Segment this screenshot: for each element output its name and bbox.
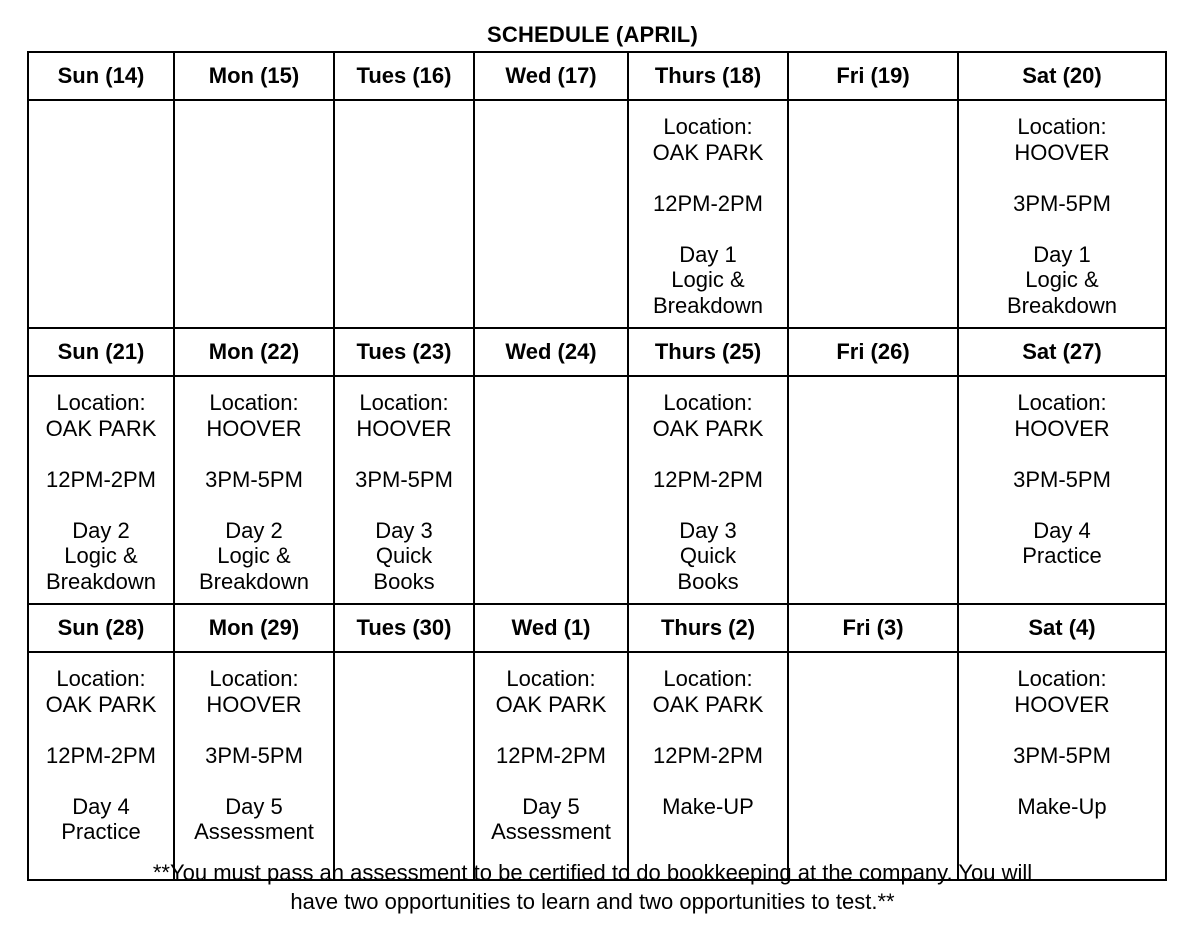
session-title-line: Quick — [679, 543, 737, 568]
day-header: Sun (21) — [28, 328, 174, 376]
location-name: OAK PARK — [652, 139, 764, 165]
location-label: Location: — [1017, 390, 1107, 415]
day-cell — [28, 100, 174, 328]
week-header-row — [28, 52, 1166, 100]
session-details — [29, 377, 173, 594]
location-name: HOOVER — [1014, 691, 1110, 717]
day-header: Mon (15) — [174, 52, 334, 100]
session-title-line: Assessment — [194, 819, 314, 844]
session-details — [959, 377, 1165, 569]
day-header: Sun (14) — [28, 52, 174, 100]
session-title-line: Books — [373, 568, 435, 594]
day-header: Mon (29) — [174, 604, 334, 652]
session-title-line: Make-UP — [662, 793, 754, 819]
location-label: Location: — [1017, 114, 1107, 139]
location-name: HOOVER — [206, 415, 302, 441]
location-label: Location: — [209, 666, 299, 691]
day-cell — [174, 100, 334, 328]
day-header: Tues (30) — [334, 604, 474, 652]
session-title-line: Day 1 — [679, 241, 737, 267]
location-name: HOOVER — [206, 691, 302, 717]
day-header: Fri (3) — [788, 604, 958, 652]
day-header: Tues (16) — [334, 52, 474, 100]
time-range: 3PM-5PM — [1013, 466, 1111, 492]
session-title-line: Breakdown — [652, 292, 764, 318]
day-cell — [474, 100, 628, 328]
footnote-line-1: **You must pass an assessment to be certified to do bookkeeping at the company. You will — [152, 860, 1033, 885]
session-title-line: Quick — [375, 543, 433, 568]
session-details — [959, 653, 1165, 819]
day-cell — [628, 652, 788, 880]
session-title-line: Assessment — [491, 819, 611, 844]
day-cell — [788, 652, 958, 880]
session-details — [629, 101, 787, 318]
day-header: Wed (17) — [474, 52, 628, 100]
day-cell — [628, 100, 788, 328]
location-label: Location: — [663, 390, 753, 415]
day-cell — [334, 652, 474, 880]
day-cell — [474, 652, 628, 880]
page-title: SCHEDULE (APRIL) — [487, 22, 698, 47]
session-title-line: Logic & — [1025, 267, 1099, 292]
session-title-line: Day 5 — [522, 793, 580, 819]
location-label: Location: — [56, 666, 146, 691]
day-header: Sun (28) — [28, 604, 174, 652]
location-label: Location: — [663, 114, 753, 139]
session-details — [175, 653, 333, 845]
location-label: Location: — [506, 666, 596, 691]
location-label: Location: — [56, 390, 146, 415]
location-label: Location: — [1017, 666, 1107, 691]
day-header: Fri (26) — [788, 328, 958, 376]
location-name: HOOVER — [356, 415, 452, 441]
day-cell — [334, 100, 474, 328]
location-name: OAK PARK — [652, 415, 764, 441]
session-details — [959, 101, 1165, 318]
location-name: HOOVER — [1014, 415, 1110, 441]
location-name: HOOVER — [1014, 139, 1110, 165]
time-range: 3PM-5PM — [205, 742, 303, 768]
day-cell — [28, 376, 174, 604]
footnote — [0, 858, 1185, 916]
time-range: 12PM-2PM — [45, 742, 157, 768]
day-cell — [628, 376, 788, 604]
week-header-row — [28, 604, 1166, 652]
time-range: 12PM-2PM — [652, 742, 764, 768]
day-header: Sat (20) — [958, 52, 1166, 100]
week-content-row — [28, 100, 1166, 328]
session-title-line: Day 4 — [72, 793, 130, 819]
time-range: 12PM-2PM — [652, 466, 764, 492]
session-details — [175, 377, 333, 594]
session-title-line: Practice — [1022, 543, 1102, 568]
session-title-line: Day 5 — [225, 793, 283, 819]
day-cell — [334, 376, 474, 604]
session-title-line: Day 1 — [1033, 241, 1091, 267]
session-title-line: Day 3 — [679, 517, 737, 543]
week-header-row — [28, 328, 1166, 376]
time-range: 12PM-2PM — [652, 190, 764, 216]
session-title-line: Practice — [61, 819, 141, 844]
location-label: Location: — [359, 390, 449, 415]
session-title-line: Breakdown — [1006, 292, 1118, 318]
day-cell — [958, 652, 1166, 880]
day-header: Thurs (2) — [628, 604, 788, 652]
session-title-line: Day 4 — [1033, 517, 1091, 543]
location-name: OAK PARK — [45, 415, 157, 441]
location-label: Location: — [209, 390, 299, 415]
schedule-table — [27, 51, 1167, 881]
session-details — [335, 377, 473, 594]
day-cell — [788, 376, 958, 604]
day-header: Wed (1) — [474, 604, 628, 652]
week-content-row — [28, 376, 1166, 604]
location-name: OAK PARK — [652, 691, 764, 717]
session-title-line: Day 2 — [72, 517, 130, 543]
week-content-row — [28, 652, 1166, 880]
session-title-line: Breakdown — [198, 568, 310, 594]
location-name: OAK PARK — [45, 691, 157, 717]
footnote-line-2: have two opportunities to learn and two opportunities to test.** — [290, 889, 895, 914]
session-details — [29, 653, 173, 845]
time-range: 3PM-5PM — [355, 466, 453, 492]
day-cell — [474, 376, 628, 604]
time-range: 3PM-5PM — [205, 466, 303, 492]
day-cell — [958, 100, 1166, 328]
time-range: 3PM-5PM — [1013, 190, 1111, 216]
location-name: OAK PARK — [495, 691, 607, 717]
location-label: Location: — [663, 666, 753, 691]
time-range: 12PM-2PM — [45, 466, 157, 492]
session-title-line: Make-Up — [1017, 793, 1107, 819]
session-details — [475, 653, 627, 845]
session-title-line: Logic & — [217, 543, 291, 568]
day-header: Fri (19) — [788, 52, 958, 100]
day-header: Sat (4) — [958, 604, 1166, 652]
schedule-body — [28, 52, 1166, 880]
session-details — [629, 653, 787, 819]
time-range: 3PM-5PM — [1013, 742, 1111, 768]
session-title-line: Logic & — [671, 267, 745, 292]
session-title-line: Books — [677, 568, 739, 594]
day-header: Mon (22) — [174, 328, 334, 376]
day-cell — [174, 376, 334, 604]
day-header: Thurs (25) — [628, 328, 788, 376]
time-range: 12PM-2PM — [495, 742, 607, 768]
day-header: Sat (27) — [958, 328, 1166, 376]
day-cell — [788, 100, 958, 328]
day-header: Wed (24) — [474, 328, 628, 376]
session-title-line: Breakdown — [45, 568, 157, 594]
session-title-line: Day 3 — [375, 517, 433, 543]
day-cell — [958, 376, 1166, 604]
session-title-line: Day 2 — [225, 517, 283, 543]
day-cell — [174, 652, 334, 880]
day-cell — [28, 652, 174, 880]
day-header: Tues (23) — [334, 328, 474, 376]
session-title-line: Logic & — [64, 543, 138, 568]
session-details — [629, 377, 787, 594]
day-header: Thurs (18) — [628, 52, 788, 100]
